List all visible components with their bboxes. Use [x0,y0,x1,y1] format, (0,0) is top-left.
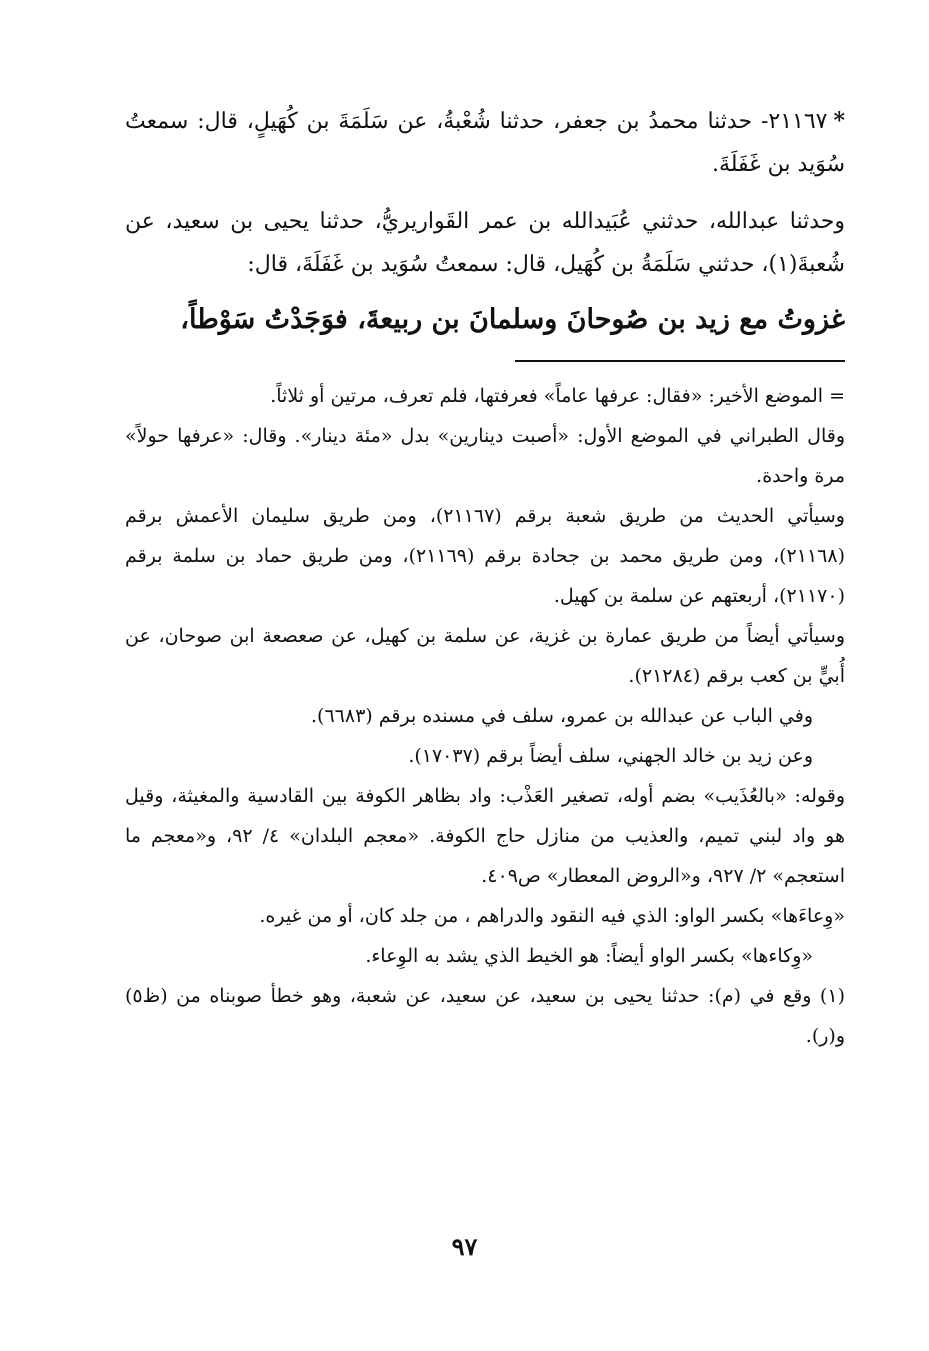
footnote-paragraph: «وِكاءها» بكسر الواو أيضاً: هو الخيط الذي يشد به الوِعاء. [365,945,813,967]
footnote-paragraph: وفي الباب عن عبدالله بن عمرو، سلف في مسنده برقم (٦٦٨٣). [311,705,813,727]
footnote-paragraph: وسيأتي أيضاً من طريق عمارة بن غزية، عن سلمة بن كهيل، عن صعصعة ابن صوحان، عن أُبيٍّ بن كعب برقم (٢١٢٨٤). [125,625,845,687]
footnote-paragraph: وقال الطبراني في الموضع الأول: «أصبت دينارين» بدل «مئة دينار». وقال: «عرفها حولاً» مرة واحدة. [125,425,845,487]
star-marker-icon: * [833,108,845,134]
footnote-paragraph: (١) وقع في (م): حدثنا يحيى بن سعيد، عن سعيد، عن شعبة، وهو خطأ صوبناه من (ظ٥) و(ر). [125,985,845,1047]
hadith-header [125,100,845,186]
second-chain: وحدثنا عبدالله، حدثني عُبَيدالله بن عمر القَواريريُّ، حدثنا يحيى بن سعيد، عن شُعبةَ(١)، حدثني سَلَمَةُ بن كُهَيل، قال: سمعتُ سُوَيد بن غَفَلَةَ، قال: [125,209,845,277]
footnote-paragraph: وسيأتي الحديث من طريق شعبة برقم (٢١١٦٧)، ومن طريق سليمان الأعمش برقم (٢١١٦٨)، ومن طريق محمد بن جحادة برقم (٢١١٦٩)، ومن طريق حماد بن سلمة برقم (٢١١٧٠)، أربعتهم عن سلمة بن كهيل. [125,505,845,607]
footnote-divider [515,360,845,362]
hadith-header-text: ٢١١٦٧- حدثنا محمدُ بن جعفر، حدثنا شُعْبةُ، عن سَلَمَةَ بن كُهَيلٍ، قال: سمعتُ سُوَيد بن غَفَلَةَ. [125,109,845,177]
footnote-paragraph: = الموضع الأخير: «فقال: عرفها عاماً» فعرفتها، فلم تعرف، مرتين أو ثلاثاً. [270,385,845,407]
footnote-paragraph: «وِعاءَها» بكسر الواو: الذي فيه النقود والدراهم ، من جلد كان، أو من غيره. [259,905,845,927]
spacer [125,286,845,298]
page-number: ٩٧ [451,1232,478,1261]
page-body [125,100,845,1056]
hadith-matn: غزوتُ مع زيد بن صُوحانَ وسلمانَ بن ربيعةَ، فوَجَدْتُ سَوْطاً، [180,304,845,335]
footnotes [125,376,845,1056]
footnote-paragraph: وعن زيد بن خالد الجهني، سلف أيضاً برقم (١٧٠٣٧). [408,745,813,767]
spacer [125,186,845,200]
footnote-paragraph: وقوله: «بالعُذَيب» بضم أوله، تصغير العَذْب: واد بظاهر الكوفة بين القادسية والمغيثة، وقيل هو واد لبني تميم، والعذيب من منازل حاج الكوفة. «معجم البلدان» ٤/ ٩٢، و«معجم ما استعجم» ٢/ ٩٢٧، و«الروض المعطار» ص٤٠٩. [125,785,845,887]
